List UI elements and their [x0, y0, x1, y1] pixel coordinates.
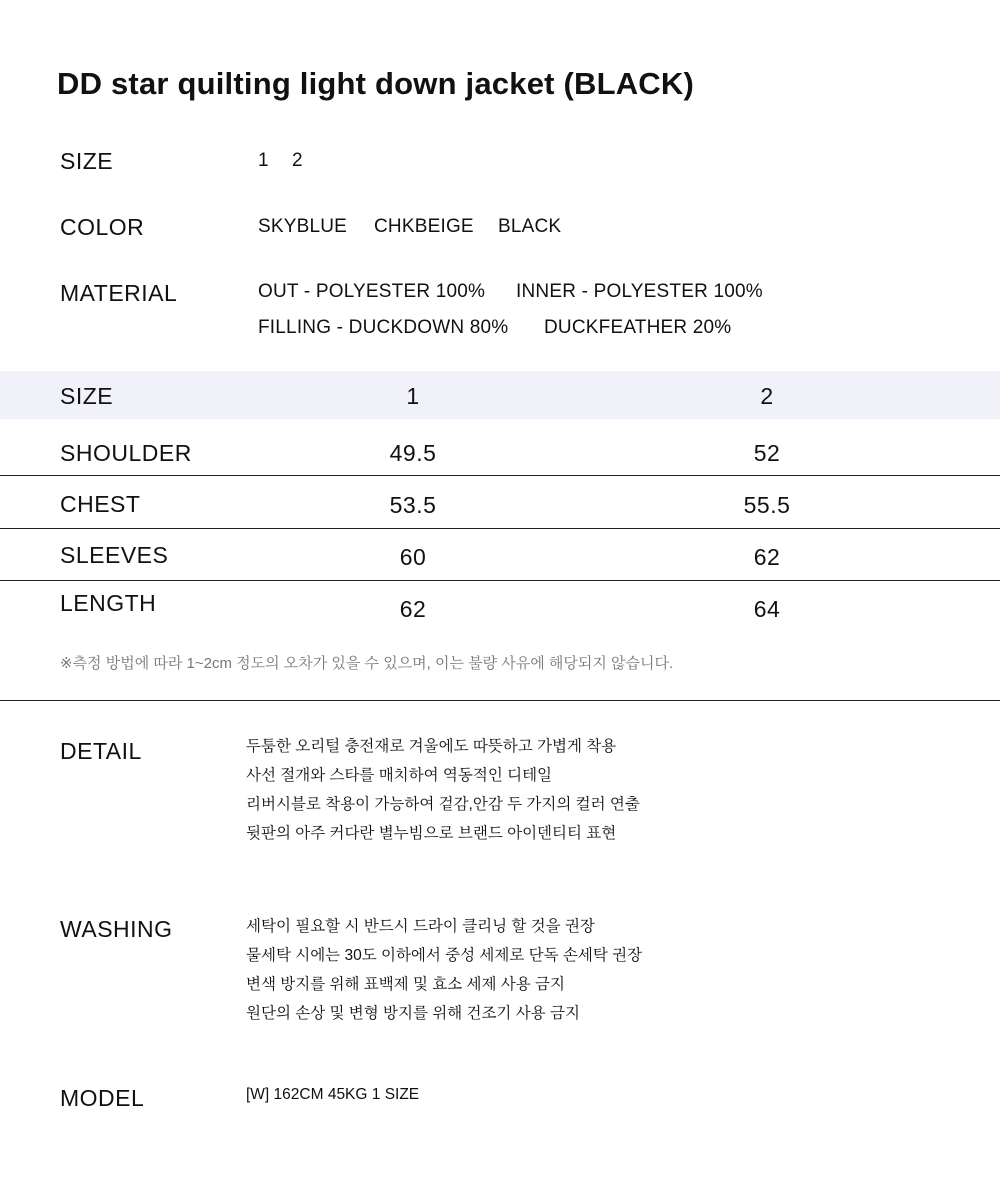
table-row-label: LENGTH [60, 590, 157, 616]
list-item: 뒷판의 아주 커다란 별누빔으로 브랜드 아이덴티티 표현 [246, 825, 617, 842]
table-cell: 53.5 [389, 492, 437, 518]
list-item: 두툼한 오리털 충전재로 겨울에도 따뜻하고 가볍게 착용 [246, 738, 617, 755]
table-cell: 49.5 [389, 440, 437, 466]
table-cell: 62 [753, 544, 781, 570]
table-row-label: CHEST [60, 491, 141, 517]
list-item: 세탁이 필요할 시 반드시 드라이 클리닝 할 것을 권장 [246, 918, 595, 935]
list-item: 물세탁 시에는 30도 이하에서 중성 세제로 단독 손세탁 권장 [246, 947, 643, 964]
list-item: 변색 방지를 위해 표백제 및 효소 세제 사용 금지 [246, 976, 565, 993]
spec-size-value: 2 [292, 150, 303, 171]
table-cell: 60 [399, 544, 427, 570]
size-header-col2: 2 [760, 383, 774, 409]
spec-color-value: CHKBEIGE [374, 216, 474, 237]
table-cell: 62 [399, 596, 427, 622]
table-row-label: SLEEVES [60, 542, 169, 568]
spec-material-label: MATERIAL [60, 280, 178, 306]
size-header-col1: 1 [406, 383, 420, 409]
detail-list [246, 737, 640, 853]
washing-label: WASHING [60, 916, 173, 942]
table-cell: 64 [753, 596, 781, 622]
table-cell: 52 [753, 440, 781, 466]
size-header-label: SIZE [60, 383, 114, 409]
table-cell: 55.5 [743, 492, 791, 518]
list-item: 사선 절개와 스타를 매치하여 역동적인 디테일 [246, 767, 553, 784]
table-divider [0, 528, 1000, 529]
model-value: [W] 162CM 45KG 1 SIZE [246, 1086, 420, 1103]
spec-size-value: 1 [258, 150, 269, 171]
list-item: 리버시블로 착용이 가능하여 겉감,안감 두 가지의 컬러 연출 [246, 796, 640, 813]
spec-size-label: SIZE [60, 148, 114, 174]
table-divider [0, 475, 1000, 476]
detail-label: DETAIL [60, 738, 142, 764]
measurement-note: ※측정 방법에 따라 1~2cm 정도의 오차가 있을 수 있으며, 이는 불량 사유에 해당되지 않습니다. [60, 655, 674, 672]
section-divider [0, 700, 1000, 701]
model-label: MODEL [60, 1085, 145, 1111]
spec-color-value: BLACK [498, 216, 562, 237]
table-divider [0, 580, 1000, 581]
product-title: DD star quilting light down jacket (BLACK) [57, 66, 694, 101]
spec-color-value: SKYBLUE [258, 216, 348, 237]
table-row-label: SHOULDER [60, 440, 192, 466]
spec-material-value: DUCKFEATHER 20% [544, 317, 732, 338]
list-item: 원단의 손상 및 변형 방지를 위해 건조기 사용 금지 [246, 1005, 580, 1022]
washing-list [246, 917, 642, 1033]
spec-color-label: COLOR [60, 214, 145, 240]
spec-material-value: FILLING - DUCKDOWN 80% [258, 317, 509, 338]
spec-material-value: INNER - POLYESTER 100% [516, 281, 763, 302]
spec-material-value: OUT - POLYESTER 100% [258, 281, 486, 302]
